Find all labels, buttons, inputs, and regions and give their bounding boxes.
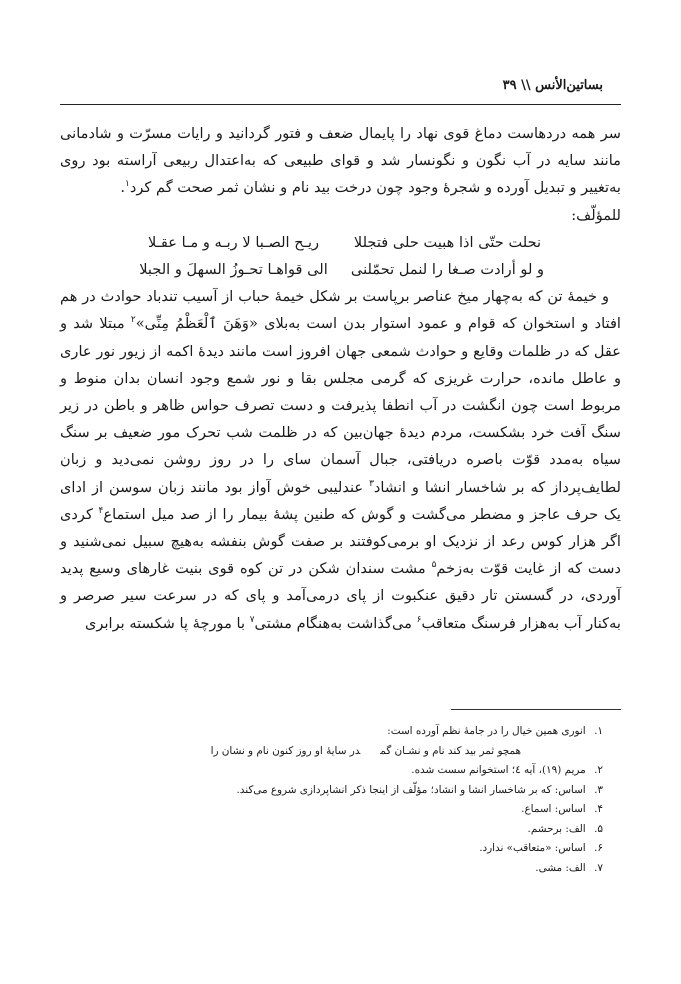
footnote-ref-7: ۷ (249, 614, 255, 625)
footnote-ref-4: ۴ (98, 505, 104, 516)
hemistich-right: نحلت حتّی اذا هبیت حلی فتجللا (353, 233, 542, 251)
footnote-number: ۶. (594, 842, 603, 854)
footnote-3 (60, 781, 603, 801)
paragraph-2 (60, 283, 621, 637)
footnote-verse-hemistich: همچو ثمر بید کند نام و نشـان گم (380, 744, 521, 757)
hemistich-left: الی قواهـا تحـوزُ السهلَ و الجبلا (139, 261, 328, 279)
paragraph-2-text-f: می‌گذاشت به‌هنگام مشتی (254, 614, 417, 632)
footnote-verse-hemistich: در سایهٔ او روز کنون نام و نشان را (210, 744, 361, 757)
footnote-1-verse (60, 742, 603, 762)
footnote-5 (60, 820, 603, 840)
footnote-number: ۱. (594, 725, 603, 737)
footnote-ref-3: ۳ (369, 478, 374, 489)
paragraph-2-text-b: مبتلا شد و عقل که در ظلمات وقایع و حوادث شمعی جهان افروز است مانند دیدهٔ اکمه از زیور نور عاری و عاطل مانده، حرارت غریزی که گرمی مجلس بقا و نور شمع وجود انسان بدان منوط و مربوط است چون انگشت در آب انطفا پذیرفت و دست تصرف حواس ظاهر و باطن در زیر سنگ آفت خرد بشکست، مردم دیدهٔ جهان‌بین که در ظلمت شب تحرک مور ضعیف بر سنگ سیاه به‌مدد قوّت باصره دریافتی، جبال آسمان سای را در روز روشن نمی‌دید و زبان لطایف‌پرداز که بر شاخسار انشا و انشاد (60, 315, 621, 496)
running-head: بساتین‌الأنس \\ ۳۹ (502, 78, 603, 93)
main-text (60, 120, 621, 637)
footnote-number: ۴. (594, 803, 603, 815)
poem-verse (60, 256, 621, 283)
footnote-ref-6: ۶ (416, 614, 422, 625)
footnote-separator (451, 709, 621, 710)
footnote-ref-1: ۱ (125, 179, 130, 190)
hemistich-left: ریـح الصـبا لا ربـه و مـا عقـلا (147, 233, 320, 251)
footnote-2 (60, 761, 603, 781)
header-rule (60, 104, 621, 105)
footnote-number: ۵. (594, 822, 603, 835)
footnotes (60, 722, 603, 878)
footnote-1 (60, 722, 603, 742)
footnote-7 (60, 859, 603, 879)
footnote-ref-2: ۲ (130, 315, 136, 326)
paragraph-1-end: . (120, 179, 125, 197)
footnote-number: ۲. (594, 764, 603, 776)
footnote-text: مریم (۱۹)، آیه ٤؛ استخوانم سست شده. (411, 764, 586, 776)
paragraph-1 (60, 120, 621, 202)
footnote-text: الف: برحشم. (527, 822, 586, 835)
paragraph-2-text-a: و خیمهٔ تن که به‌چهار میخ عناصر برپاست بر شکل خیمهٔ حباب از آسیب تندباد حوادث در هم افتاد و استخوان که قوام و عمود استوار بدن است به‌بلای «وَهَنَ ٱلْعَظْمُ مِنِّی» (60, 288, 621, 333)
footnote-text: اساس: «متعاقب» ندارد. (479, 842, 586, 854)
poem-verse (60, 229, 621, 256)
paragraph-2-text-c: عندلیبی خوش آواز بود مانند زبان سوسن از ادای یک حرف عاجز و مضطر می‌گشت و گوش که طنین پشهٔ بیمار را از صد میل استماع (60, 478, 621, 523)
paragraph-1-text: سر همه دردهاست دماغ قوی نهاد را پایمال ضعف و فتور گردانید و رایات مسرّت و شادمانی مانند سایه در آب نگون و نگونسار شد و قوای طبیعی که به‌اعتدال ربیعی آراسته بود روی به‌تغییر و تبدیل آورده و شجرهٔ وجود چون درخت بید نام و نشان ثمر صحت گم کرد (60, 125, 621, 197)
footnote-number: ۷. (594, 861, 603, 874)
poem-attribution: للمؤلّف: (571, 206, 621, 224)
footnote-text: اساس: که بر شاخسار انشا و انشاد؛ مؤلّف از اینجا ذکر انشاپردازی شروع می‌کند. (236, 783, 586, 796)
footnote-4 (60, 800, 603, 820)
footnote-ref-5: ۵ (431, 560, 437, 571)
footnote-number: ۳. (594, 783, 603, 796)
footnote-6 (60, 839, 603, 859)
paragraph-2-text-d: کردی اگر هزار کوس رعد از نزدیک او برمی‌کوفتند بر صفت گوش بنفشه به‌هیچ سبیل نمی‌شنید و دست که از غایت قوّت به‌زخم (60, 505, 621, 578)
footnote-text: اساس: اسماع. (521, 803, 586, 815)
poem (60, 229, 621, 283)
paragraph-2-text-g: با مورچهٔ پا شکسته برابری (84, 614, 250, 632)
hemistich-right: و لو أرادت صـغا را لنمل تحمّلنی (350, 261, 545, 279)
footnote-text: الف: مشی. (535, 861, 586, 874)
paragraph-2-text-e: مشت سندان شکن در تن کوه قوی بنیت غارهای وسیع پدید آوردی، در گسستن تار دقیق عنکبوت از پای درمی‌آمد و پای که در سرعت سیر صرصر و به‌کنار آب به‌هزار فرسنگ متعاقب (60, 560, 621, 632)
footnote-text: انوری همین خیال را در جامهٔ نظم آورده است: (387, 725, 586, 737)
